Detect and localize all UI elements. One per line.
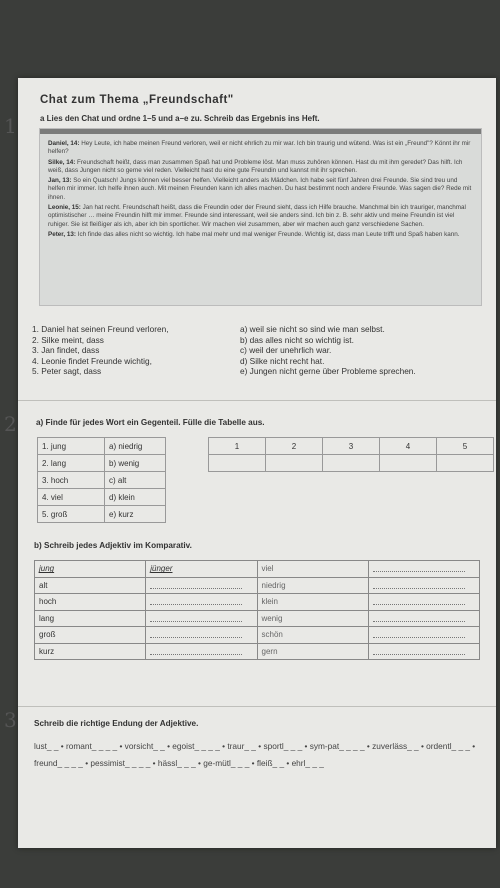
table-row xyxy=(38,472,166,489)
match-left-list xyxy=(32,324,169,377)
table-row xyxy=(35,643,480,660)
match-left-item: 2. Silke meint, dass xyxy=(32,334,104,345)
match-left-item: 3. Jan findet, dass xyxy=(32,345,100,355)
adjective-cell: hoch xyxy=(35,594,146,611)
opposite-cell: e) kurz xyxy=(105,506,166,523)
word-cell: 2. lang xyxy=(38,455,105,472)
answer-cell-2[interactable] xyxy=(266,455,323,472)
chat-text: Ich finde das alles nicht so wichtig. Ich habe mal mehr und mal weniger Freunde. Wichtig ist, dass man Leute trifft und Spaß haben kann. xyxy=(76,230,460,238)
match-right-item: a) weil sie nicht so sind wie man selbst. xyxy=(240,324,385,334)
comparative-answer-cell[interactable] xyxy=(368,561,479,578)
chat-author: Jan, 13: xyxy=(48,177,72,185)
comparative-answer-cell[interactable] xyxy=(146,643,257,660)
answer-blank[interactable] xyxy=(373,580,465,589)
table-row xyxy=(35,594,480,611)
grid-header-cell: 1 xyxy=(209,438,266,455)
chat-text: Freundschaft heißt, dass man zusammen Spaß hat und Probleme löst. Man muss zuhören können. Hast du mit ihm geredet? Das hilft. Ich weiß, dass Jungen nicht so gerne viel reden. Vielleicht hast du eine gute Freundin und kannst mit ihr sprechen. xyxy=(48,158,463,174)
opposite-cell: d) klein xyxy=(105,489,166,506)
answer-blank[interactable] xyxy=(150,646,242,655)
adjective-cell: viel xyxy=(257,561,368,578)
section2b-instruction: b) Schreib jedes Adjektiv im Komparativ. xyxy=(34,541,192,550)
match-left-item: 5. Peter sagt, dass xyxy=(32,366,102,376)
comparative-answer-cell[interactable] xyxy=(368,643,479,660)
answer-blank[interactable] xyxy=(373,613,465,622)
chat-author: Daniel, 14: xyxy=(48,140,80,147)
margin-mark-1: 1 xyxy=(4,114,17,138)
comparative-table xyxy=(34,560,480,660)
answer-cell-4[interactable] xyxy=(380,455,437,472)
word-cell: 1. jung xyxy=(38,438,105,455)
answer-cell-5[interactable] xyxy=(437,455,494,472)
adjective-cell: lang xyxy=(35,610,146,627)
table-row xyxy=(38,489,166,506)
chat-author: Leonie, 15: xyxy=(48,204,81,212)
section1-title: Chat zum Thema „Freundschaft" xyxy=(40,94,234,106)
adjective-cell: schön xyxy=(257,627,368,644)
grid-header-cell: 2 xyxy=(266,438,323,455)
margin-mark-2: 2 xyxy=(4,412,17,436)
divider-2 xyxy=(18,706,496,707)
chat-message xyxy=(48,177,473,202)
word-cell: 4. viel xyxy=(38,489,105,506)
divider-1 xyxy=(18,400,496,401)
answer-cell-3[interactable] xyxy=(323,455,380,472)
adjective-cell: klein xyxy=(257,594,368,611)
chat-text: Hey Leute, ich habe meinen Freund verloren, weil er nicht ehrlich zu mir war. Ich bin traurig und wütend. Was ist ein „Freund"? Könnt ihr mir helfen? xyxy=(48,140,471,156)
adjective-cell: jung xyxy=(35,561,146,578)
grid-header-cell: 3 xyxy=(323,438,380,455)
comparative-answer-cell[interactable] xyxy=(368,594,479,611)
comparative-answer-cell[interactable] xyxy=(146,594,257,611)
opposite-cell: b) wenig xyxy=(105,455,166,472)
table-row xyxy=(38,506,166,523)
section1-instruction: a Lies den Chat und ordne 1–5 und a–e zu. Schreib das Ergebnis ins Heft. xyxy=(40,114,320,123)
chat-message xyxy=(48,231,473,239)
opposites-table xyxy=(37,437,166,523)
match-right-item: d) Silke nicht recht hat. xyxy=(240,355,325,366)
table-row xyxy=(38,455,166,472)
adjective-cell: wenig xyxy=(257,610,368,627)
worksheet-page xyxy=(4,78,496,848)
answer-blank[interactable] xyxy=(150,580,242,589)
answer-blank[interactable] xyxy=(150,629,242,638)
answer-blank[interactable] xyxy=(373,563,465,572)
grid-header-cell: 4 xyxy=(380,438,437,455)
match-right-list xyxy=(240,324,416,377)
chat-message xyxy=(48,204,473,229)
grid-header-cell: 5 xyxy=(437,438,494,455)
comparative-answer-cell[interactable] xyxy=(368,627,479,644)
answer-blank[interactable] xyxy=(373,646,465,655)
chat-text: Jan hat recht. Freundschaft heißt, dass die Freundin oder der Freund sieht, dass ich Hilfe brauche. Manchmal bin ich trauriger, manchmal optimistischer … meine Freundin hilft mir immer. Freunde sind interessant, weil sie anders sind. Ich bin z. B. sehr aktiv und meine Freundin ist viel ruhiger. Sie ist fleißiger als ich, aber ich bin sportlicher. Wir machen viel zusammen, aber wir machen auch ganz verschiedene Sachen. xyxy=(48,204,466,228)
match-right-item: e) Jungen nicht gerne über Probleme sprechen. xyxy=(240,366,416,376)
match-right-item: b) das alles nicht so wichtig ist. xyxy=(240,334,354,345)
comparative-answer-cell[interactable] xyxy=(368,577,479,594)
answer-grid xyxy=(208,437,494,472)
answer-blank[interactable] xyxy=(150,596,242,605)
match-left-item: 4. Leonie findet Freunde wichtig, xyxy=(32,355,152,366)
adjective-cell: niedrig xyxy=(257,577,368,594)
opposite-cell: c) alt xyxy=(105,472,166,489)
table-row xyxy=(38,438,166,455)
chat-author: Silke, 14: xyxy=(48,158,76,166)
table-row xyxy=(35,577,480,594)
chat-box xyxy=(39,128,482,306)
adjective-cell: groß xyxy=(35,627,146,644)
table-row xyxy=(35,627,480,644)
chat-text: So ein Quatsch! Jungs können viel besser helfen. Vielleicht anders als Mädchen. Ich habe seit fünf Jahren drei Freunde. Sie sind treu und helfen mir immer. Ich helfe ihnen auch. Mit meinen Freunden kann ich alles machen. Du hast bestimmt noch andere Freunde. Was sagen die? Rede mit ihnen. xyxy=(48,177,472,201)
adjective-cell: gern xyxy=(257,643,368,660)
margin-mark-3: 3 xyxy=(4,708,17,732)
word-cell: 3. hoch xyxy=(38,472,105,489)
answer-blank[interactable] xyxy=(373,596,465,605)
match-left-item: 1. Daniel hat seinen Freund verloren, xyxy=(32,324,169,334)
adjective-endings-text: lust_ _ • romant_ _ _ _ • vorsicht_ _ • egoist_ _ _ _ • traur_ _ • sportl_ _ _ • sym-pat_ _ _ _ • zuverläss_ _ • ordentl_ _ _ • freund_ _ _ _ • pessimist_ _ _ _ • hässl_ _ _ • ge-mütl_ _ _ • fleiß_ _ • ehrl_ _ _ xyxy=(34,741,476,768)
answer-blank[interactable] xyxy=(150,613,242,622)
section3-instruction: Schreib die richtige Endung der Adjektive. xyxy=(34,719,199,728)
comparative-answer-cell[interactable] xyxy=(146,627,257,644)
comparative-answer-cell[interactable] xyxy=(146,577,257,594)
comparative-answer-cell[interactable] xyxy=(368,610,479,627)
comparative-answer-cell[interactable]: jünger xyxy=(146,561,257,578)
word-cell: 5. groß xyxy=(38,506,105,523)
chat-message xyxy=(48,159,473,176)
table-row xyxy=(35,610,480,627)
opposite-cell: a) niedrig xyxy=(105,438,166,455)
chat-author: Peter, 13: xyxy=(48,230,77,238)
chat-message xyxy=(48,140,473,157)
adjective-cell: kurz xyxy=(35,643,146,660)
adjective-cell: alt xyxy=(35,577,146,594)
chat-messages xyxy=(40,134,481,247)
table-row xyxy=(35,561,480,578)
answer-cell-1[interactable] xyxy=(209,455,266,472)
answer-blank[interactable] xyxy=(373,629,465,638)
section2a-instruction: a) Finde für jedes Wort ein Gegenteil. Fülle die Tabelle aus. xyxy=(36,418,265,427)
match-right-item: c) weil der unehrlich war. xyxy=(240,345,332,355)
comparative-answer-cell[interactable] xyxy=(146,610,257,627)
